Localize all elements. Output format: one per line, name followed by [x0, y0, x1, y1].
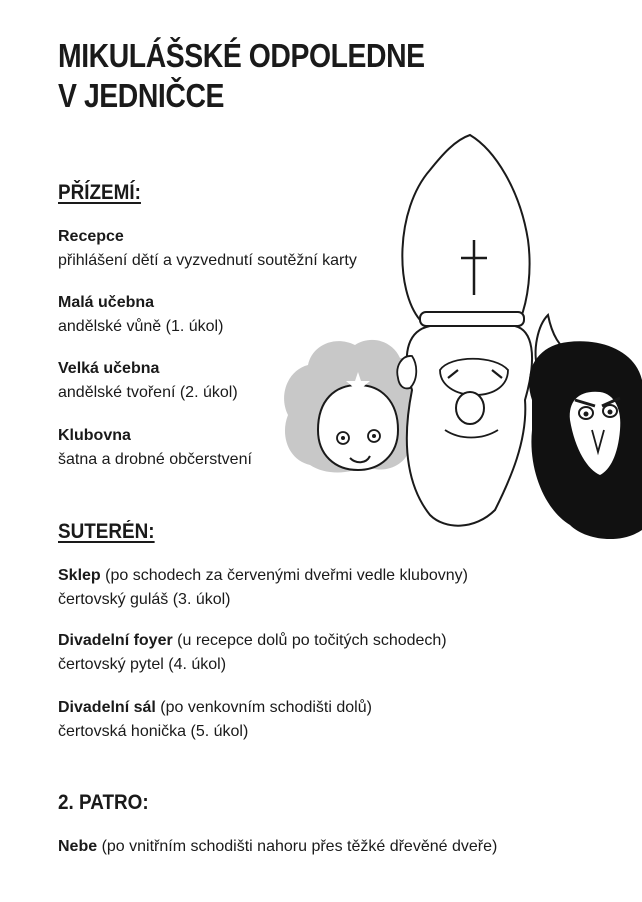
room-name: Nebe [58, 838, 98, 855]
room-directions: (po venkovním schodišti dolů) [155, 699, 372, 716]
title-line-1: MIKULÁŠSKÉ ODPOLEDNE [58, 37, 425, 74]
room-activity: čertovský guláš (3. úkol) [58, 591, 231, 608]
room-activity: andělské tvoření (2. úkol) [58, 384, 238, 401]
room-activity: andělské vůně (1. úkol) [58, 318, 224, 335]
room-item [58, 564, 468, 612]
room-activity: čertovský pytel (4. úkol) [58, 656, 227, 673]
room-directions: (u recepce dolů po točitých schodech) [172, 632, 447, 649]
devil-icon [529, 315, 642, 539]
room-activity: čertovská honička (5. úkol) [58, 723, 249, 740]
room-name: Malá učebna [58, 294, 155, 311]
room-item [58, 424, 252, 472]
room-name: Divadelní sál [58, 699, 156, 716]
section-heading-second-floor: 2. PATRO: [58, 791, 149, 814]
room-name: Velká učebna [58, 360, 160, 377]
room-name: Divadelní foyer [58, 632, 173, 649]
room-item [58, 835, 497, 859]
section-heading-basement: SUTERÉN: [58, 520, 155, 543]
room-item [58, 291, 223, 339]
characters-illustration [270, 130, 642, 550]
room-directions: (po schodech za červenými dveřmi vedle klubovny) [100, 567, 468, 584]
page-title [58, 36, 425, 116]
room-item [58, 696, 372, 744]
title-line-2: V JEDNIČCE [58, 77, 225, 114]
room-directions: (po vnitřním schodišti nahoru přes těžké dřevěné dveře) [97, 838, 498, 855]
room-name: Klubovna [58, 427, 131, 444]
room-item [58, 629, 447, 677]
section-heading-ground-floor: PŘÍZEMÍ: [58, 181, 141, 204]
saint-nicholas-icon [397, 135, 532, 526]
room-item [58, 357, 238, 405]
room-name: Sklep [58, 567, 101, 584]
room-activity: přihlášení dětí a vyzvednutí soutěžní karty [58, 252, 357, 269]
room-name: Recepce [58, 228, 124, 245]
room-activity: šatna a drobné občerstvení [58, 451, 252, 468]
